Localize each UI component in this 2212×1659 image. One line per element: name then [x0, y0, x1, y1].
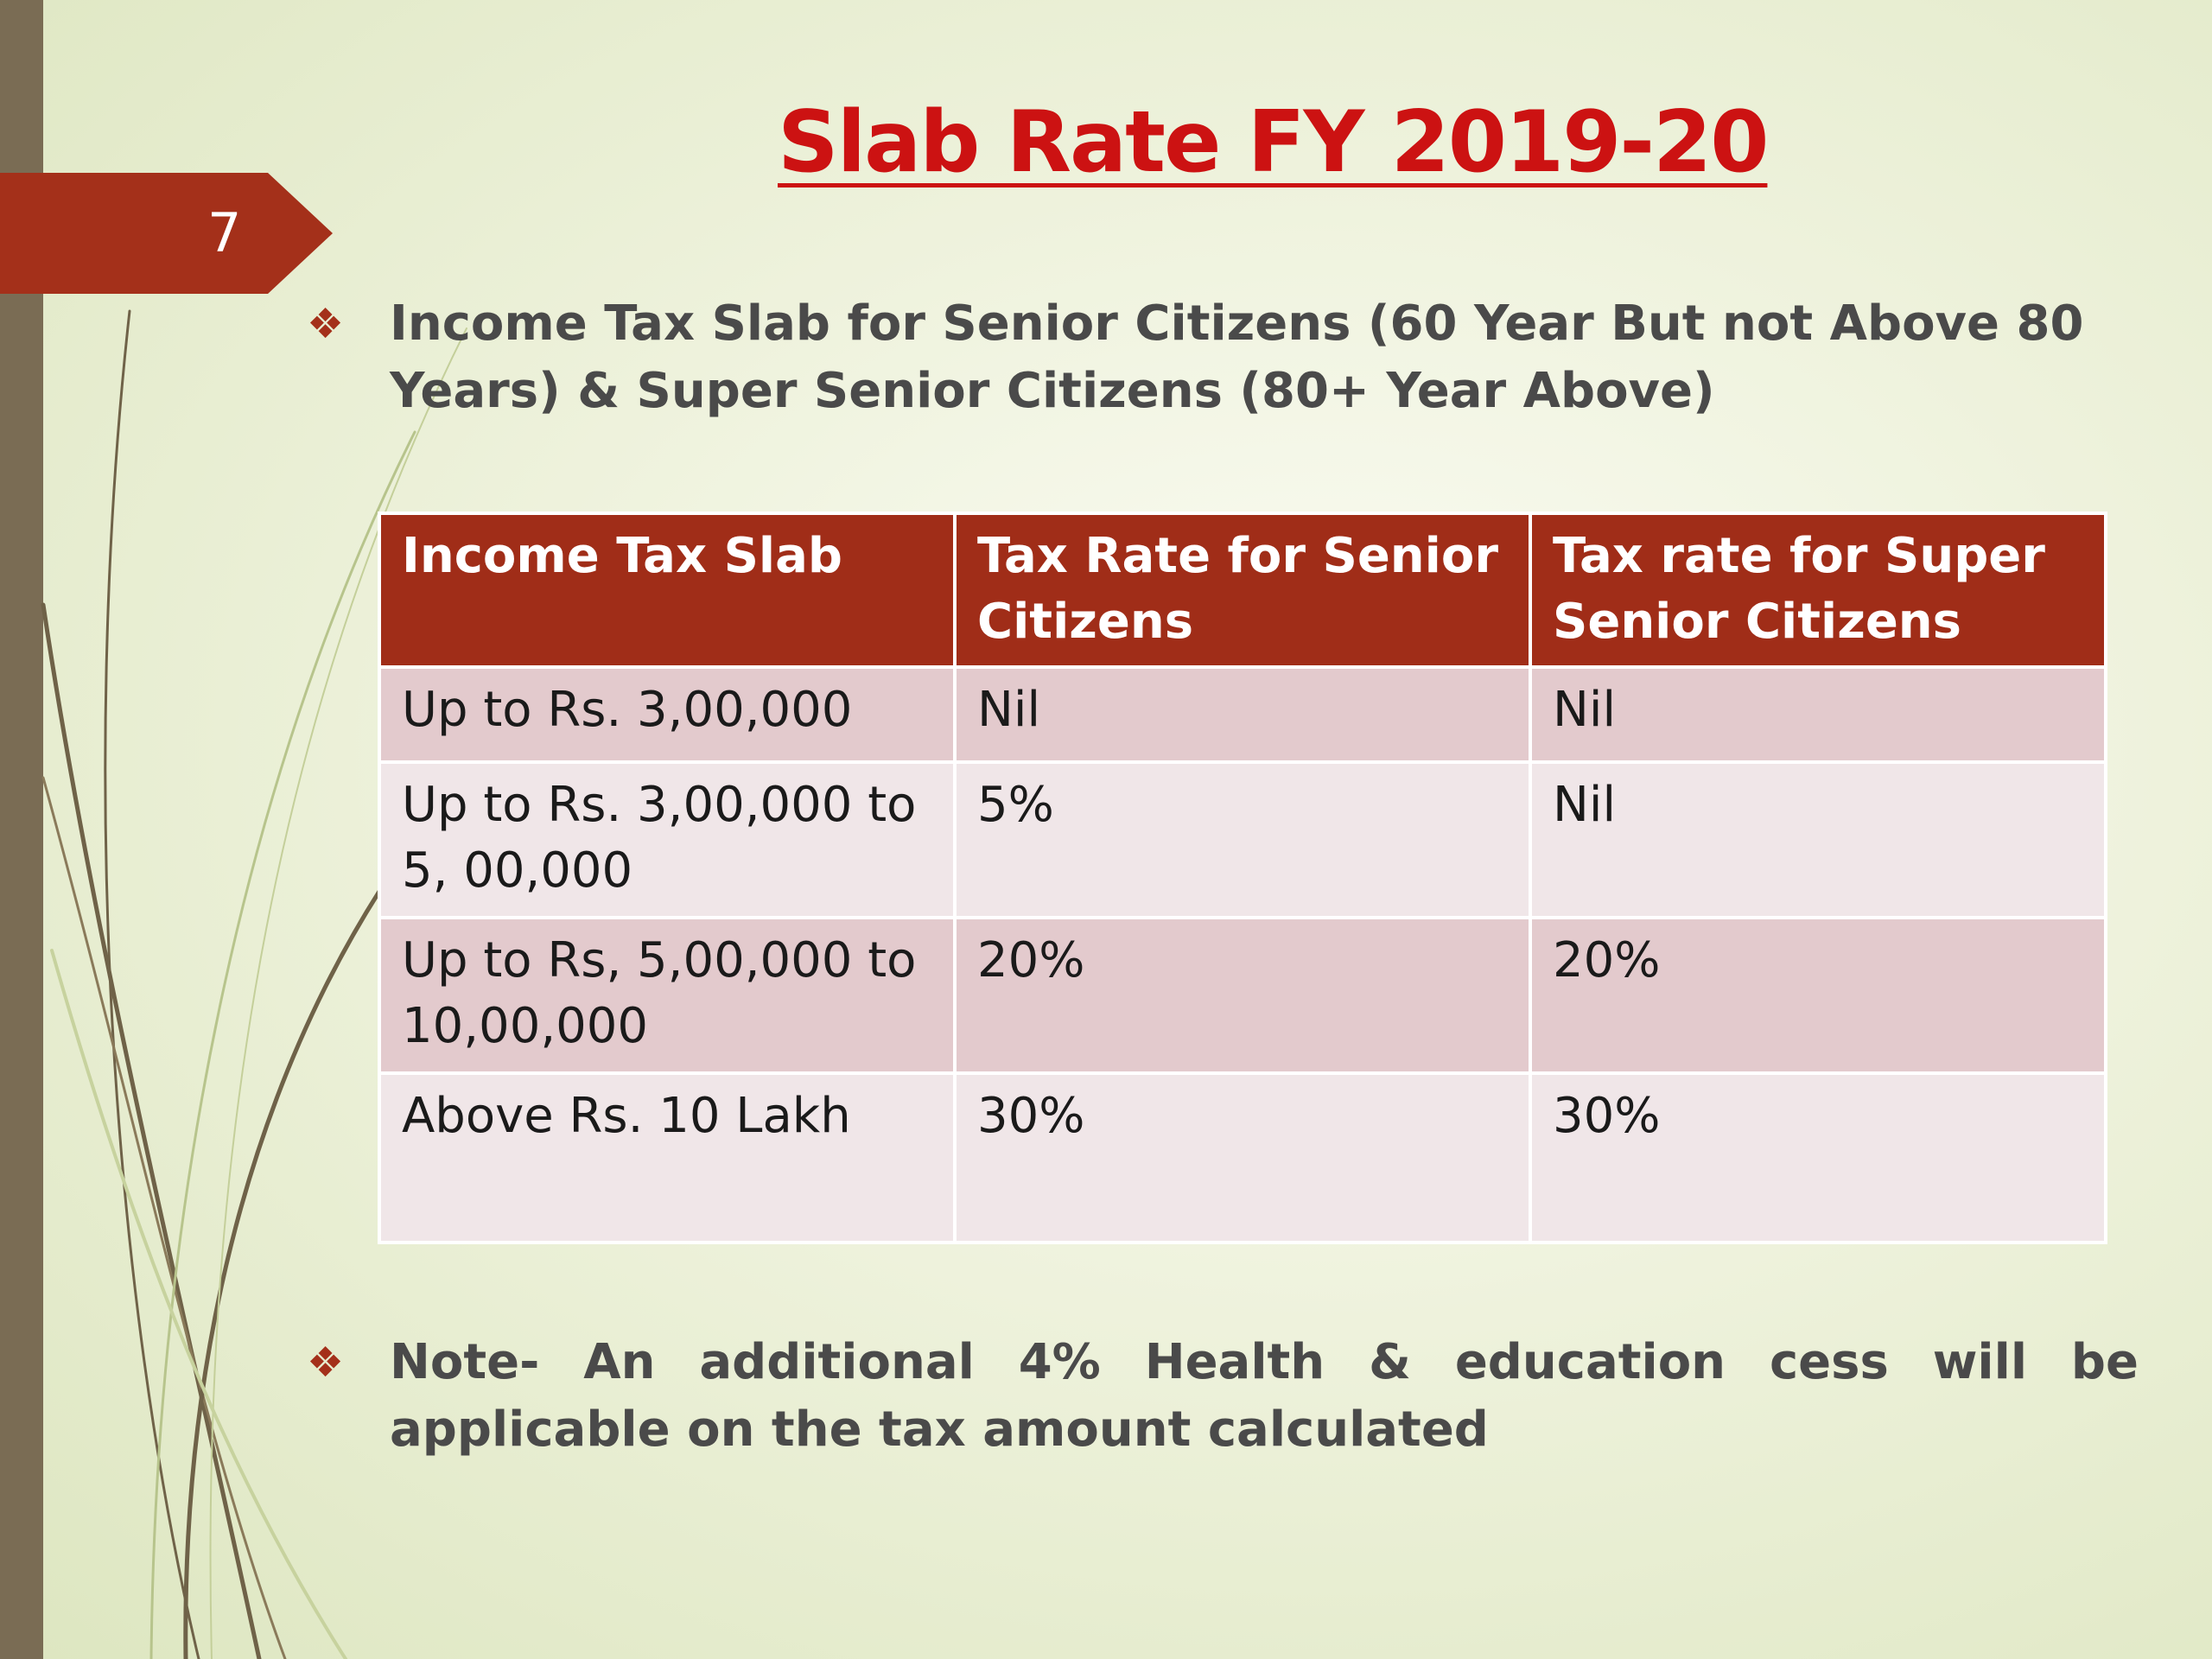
table-cell-slab: Up to Rs. 3,00,000: [379, 667, 955, 762]
slide-number-tab: [0, 173, 333, 294]
diamond-bullet-icon: ❖: [307, 300, 345, 348]
table-cell-senior-rate: 30%: [955, 1073, 1530, 1243]
bullet-text: Note- An additional 4% Health & education cess will be applicable on the tax amount calculated: [390, 1334, 2139, 1458]
bullet-cess-note: [307, 1329, 2147, 1464]
table-cell-senior-rate: 5%: [955, 762, 1530, 918]
table-cell-super-senior-rate: 20%: [1530, 918, 2106, 1073]
bullet-text: Income Tax Slab for Senior Citizens (60 Year But not Above 80 Years) & Super Senior Citizens (80+ Year Above): [390, 296, 2084, 419]
table-cell-slab: Up to Rs. 3,00,000 to 5, 00,000: [379, 762, 955, 918]
slide-title: Slab Rate FY 2019-20: [778, 93, 1768, 192]
table-row: [379, 1073, 2106, 1243]
table-row: [379, 667, 2106, 762]
table-cell-senior-rate: 20%: [955, 918, 1530, 1073]
column-header-income-tax-slab: Income Tax Slab: [379, 513, 955, 667]
table-cell-super-senior-rate: Nil: [1530, 667, 2106, 762]
table-cell-slab: Above Rs. 10 Lakh: [379, 1073, 955, 1243]
table-cell-slab: Up to Rs, 5,00,000 to 10,00,000: [379, 918, 955, 1073]
diamond-bullet-icon: ❖: [307, 1338, 345, 1387]
tax-slab-table: [378, 512, 2107, 1244]
column-header-super-senior-citizens-rate: Tax rate for Super Senior Citizens: [1530, 513, 2106, 667]
column-header-senior-citizens-rate: Tax Rate for Senior Citizens: [955, 513, 1530, 667]
table-header-row: [379, 513, 2106, 667]
table-row: [379, 918, 2106, 1073]
table-cell-super-senior-rate: Nil: [1530, 762, 2106, 918]
table-cell-senior-rate: Nil: [955, 667, 1530, 762]
slide-number: 7: [207, 201, 242, 264]
table-cell-super-senior-rate: 30%: [1530, 1073, 2106, 1243]
bullet-income-tax-slab: [307, 290, 2147, 425]
table-row: [379, 762, 2106, 918]
